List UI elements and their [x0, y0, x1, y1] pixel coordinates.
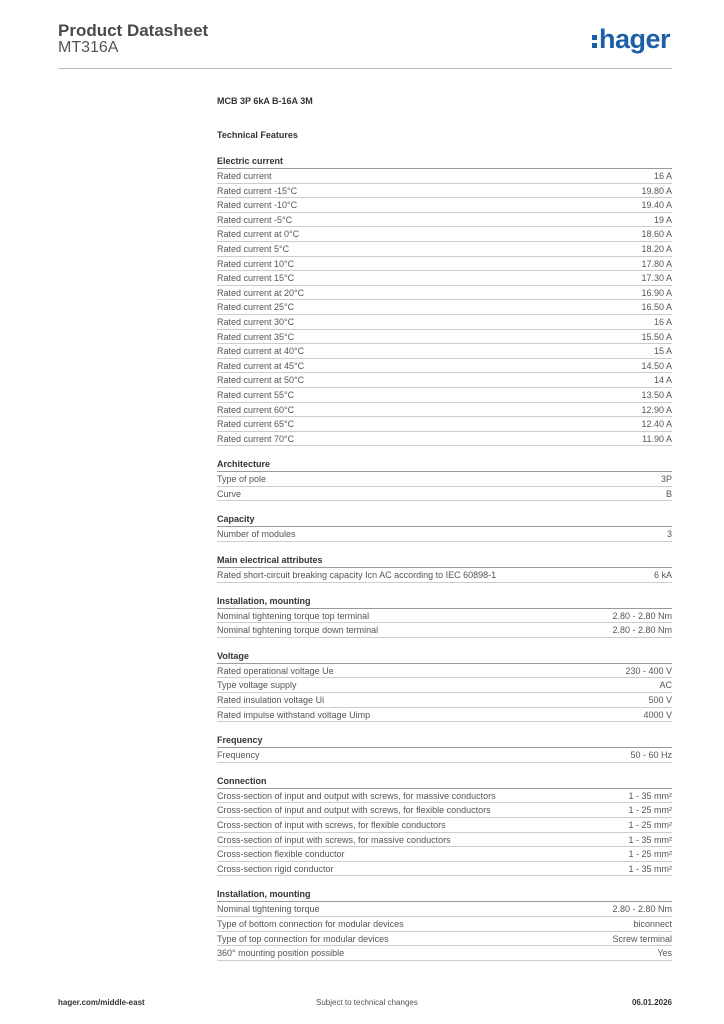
spec-label: Rated current 60°C: [217, 404, 295, 415]
spec-label: Rated current -10°C: [217, 200, 298, 211]
spec-row: [217, 198, 672, 213]
spec-value: 4000 V: [643, 709, 672, 720]
spec-value: 16.90 A: [641, 287, 672, 298]
section-title: Architecture: [217, 459, 672, 472]
logo-text: hager: [599, 24, 671, 54]
section: [217, 889, 672, 960]
spec-row: [217, 803, 672, 818]
spec-value: Yes: [657, 948, 672, 959]
spec-value: 15.50 A: [641, 331, 672, 342]
spec-label: Rated current at 0°C: [217, 229, 300, 240]
spec-row: [217, 946, 672, 961]
spec-label: Rated current -15°C: [217, 185, 298, 196]
spec-row: [217, 417, 672, 432]
spec-value: 3P: [660, 474, 672, 485]
spec-label: Frequency: [217, 750, 260, 761]
spec-row: [217, 693, 672, 708]
section-title: Main electrical attributes: [217, 555, 672, 568]
spec-row: [217, 184, 672, 199]
spec-value: 14.50 A: [641, 360, 672, 371]
spec-label: Cross-section flexible conductor: [217, 849, 345, 860]
spec-row: [217, 286, 672, 301]
spec-row: [217, 315, 672, 330]
section: [217, 156, 672, 446]
spec-value: 1 - 25 mm²: [628, 820, 672, 830]
spec-row: [217, 472, 672, 487]
spec-value: 19 A: [653, 214, 672, 225]
spec-row: [217, 403, 672, 418]
spec-row: [217, 527, 672, 542]
spec-label: Rated current at 50°C: [217, 375, 305, 386]
spec-value: AC: [659, 680, 672, 691]
spec-value: 12.40 A: [641, 419, 672, 430]
spec-row: [217, 902, 672, 917]
spec-value: 50 - 60 Hz: [630, 750, 672, 761]
spec-row: [217, 847, 672, 862]
spec-label: Nominal tightening torque: [217, 904, 320, 915]
spec-label: Nominal tightening torque down terminal: [217, 625, 379, 636]
spec-value: 16 A: [653, 316, 672, 327]
spec-value: 1 - 35 mm²: [628, 863, 672, 874]
spec-label: Type of top connection for modular devices: [217, 933, 389, 944]
spec-value: 1 - 35 mm²: [628, 790, 672, 801]
spec-label: Rated impulse withstand voltage Uimp: [217, 709, 371, 720]
spec-value: B: [665, 488, 672, 499]
spec-value: 16 A: [653, 171, 672, 181]
spec-value: 13.50 A: [641, 389, 672, 400]
spec-value: 17.80 A: [641, 258, 672, 269]
spec-label: Rated current 5°C: [217, 243, 290, 254]
spec-row: [217, 242, 672, 257]
spec-value: 19.40 A: [641, 200, 672, 211]
spec-value: biconnect: [633, 918, 672, 929]
spec-value: 15 A: [653, 346, 672, 357]
spec-label: Rated current 55°C: [217, 389, 295, 400]
spec-label: Rated current 15°C: [217, 273, 295, 284]
spec-label: Rated current 25°C: [217, 302, 295, 313]
spec-label: Number of modules: [217, 529, 296, 540]
spec-row: [217, 708, 672, 723]
spec-value: 11.90 A: [642, 433, 672, 444]
spec-label: Rated current at 20°C: [217, 287, 305, 298]
spec-label: Cross-section of input and output with screws, for flexible conductors: [217, 805, 491, 816]
spec-row: [217, 609, 672, 624]
spec-row: [217, 169, 672, 184]
section-title: Installation, mounting: [217, 889, 672, 902]
spec-value: Screw terminal: [612, 933, 672, 944]
spec-label: Rated current at 40°C: [217, 346, 305, 357]
spec-label: Type of pole: [217, 474, 267, 485]
spec-label: Cross-section of input with screws, for flexible conductors: [217, 820, 446, 830]
logo-dots-icon: [592, 30, 597, 48]
spec-value: 6 kA: [653, 570, 672, 581]
spec-row: [217, 833, 672, 848]
spec-row: [217, 789, 672, 804]
spec-label: Rated current -5°C: [217, 214, 293, 225]
spec-row: [217, 664, 672, 679]
spec-value: 500 V: [648, 695, 672, 706]
spec-row: [217, 818, 672, 833]
section: [217, 459, 672, 501]
section-title: Installation, mounting: [217, 596, 672, 609]
spec-label: Cross-section of input and output with screws, for massive conductors: [217, 790, 496, 801]
spec-value: 2.80 - 2.80 Nm: [612, 610, 672, 621]
spec-label: Type voltage supply: [217, 680, 297, 691]
spec-value: 19.80 A: [641, 185, 672, 196]
spec-row: [217, 487, 672, 502]
spec-value: 2.80 - 2.80 Nm: [612, 625, 672, 636]
spec-label: Rated current 70°C: [217, 433, 295, 444]
spec-row: [217, 373, 672, 388]
spec-label: Rated insulation voltage Ui: [217, 695, 325, 706]
spec-label: Rated short-circuit breaking capacity Icn AC according to IEC 60898-1: [217, 570, 497, 581]
header-divider: [58, 68, 672, 69]
spec-label: Rated current 35°C: [217, 331, 295, 342]
spec-row: [217, 300, 672, 315]
spec-row: [217, 359, 672, 374]
spec-label: Rated current 10°C: [217, 258, 295, 269]
section-title: Frequency: [217, 735, 672, 748]
spec-value: 16.50 A: [641, 302, 672, 313]
spec-row: [217, 862, 672, 877]
spec-row: [217, 213, 672, 228]
spec-row: [217, 257, 672, 272]
hager-logo: [592, 24, 670, 55]
page-title: Product Datasheet: [58, 21, 209, 40]
spec-label: Rated current: [217, 171, 272, 181]
spec-row: [217, 330, 672, 345]
spec-label: Rated current 30°C: [217, 316, 295, 327]
section: [217, 514, 672, 542]
spec-label: Curve: [217, 488, 242, 499]
spec-value: 12.90 A: [641, 404, 672, 415]
spec-row: [217, 227, 672, 242]
product-name: MCB 3P 6kA B-16A 3M: [217, 96, 313, 106]
spec-row: [217, 678, 672, 693]
spec-value: 2.80 - 2.80 Nm: [612, 904, 672, 915]
spec-value: 17.30 A: [641, 273, 672, 284]
spec-value: 14 A: [653, 375, 672, 386]
spec-label: Cross-section rigid conductor: [217, 863, 334, 874]
section-title: Connection: [217, 776, 672, 789]
spec-row: [217, 748, 672, 763]
spec-label: 360° mounting position possible: [217, 948, 345, 959]
section: [217, 555, 672, 583]
section: [217, 735, 672, 763]
spec-row: [217, 917, 672, 932]
datasheet-content: [217, 96, 672, 961]
spec-row: [217, 568, 672, 583]
spec-value: 230 - 400 V: [625, 665, 672, 676]
section: [217, 651, 672, 722]
section-title: Electric current: [217, 156, 672, 169]
footer-note: Subject to technical changes: [316, 998, 418, 1007]
features-title: Technical Features: [217, 130, 298, 140]
spec-value: 18.60 A: [641, 229, 672, 240]
spec-row: [217, 432, 672, 447]
spec-row: [217, 344, 672, 359]
sections-container: [217, 156, 672, 961]
spec-row: [217, 388, 672, 403]
spec-row: [217, 932, 672, 947]
spec-label: Cross-section of input with screws, for massive conductors: [217, 834, 451, 845]
spec-label: Rated operational voltage Ue: [217, 665, 334, 676]
spec-value: 1 - 25 mm²: [628, 805, 672, 816]
section-title: Voltage: [217, 651, 672, 664]
spec-label: Rated current 65°C: [217, 419, 295, 430]
spec-value: 1 - 35 mm²: [628, 834, 672, 845]
spec-label: Type of bottom connection for modular devices: [217, 918, 404, 929]
product-code: MT316A: [58, 39, 119, 56]
spec-label: Rated current at 45°C: [217, 360, 305, 371]
spec-value: 18.20 A: [641, 243, 672, 254]
footer-date: 06.01.2026: [631, 998, 672, 1007]
section-title: Capacity: [217, 514, 672, 527]
footer-website[interactable]: hager.com/middle-east: [58, 998, 145, 1007]
spec-label: Nominal tightening torque top terminal: [217, 610, 370, 621]
section: [217, 776, 672, 877]
section: [217, 596, 672, 638]
spec-row: [217, 271, 672, 286]
spec-row: [217, 623, 672, 638]
spec-value: 1 - 25 mm²: [628, 849, 672, 860]
spec-value: 3: [666, 529, 672, 540]
